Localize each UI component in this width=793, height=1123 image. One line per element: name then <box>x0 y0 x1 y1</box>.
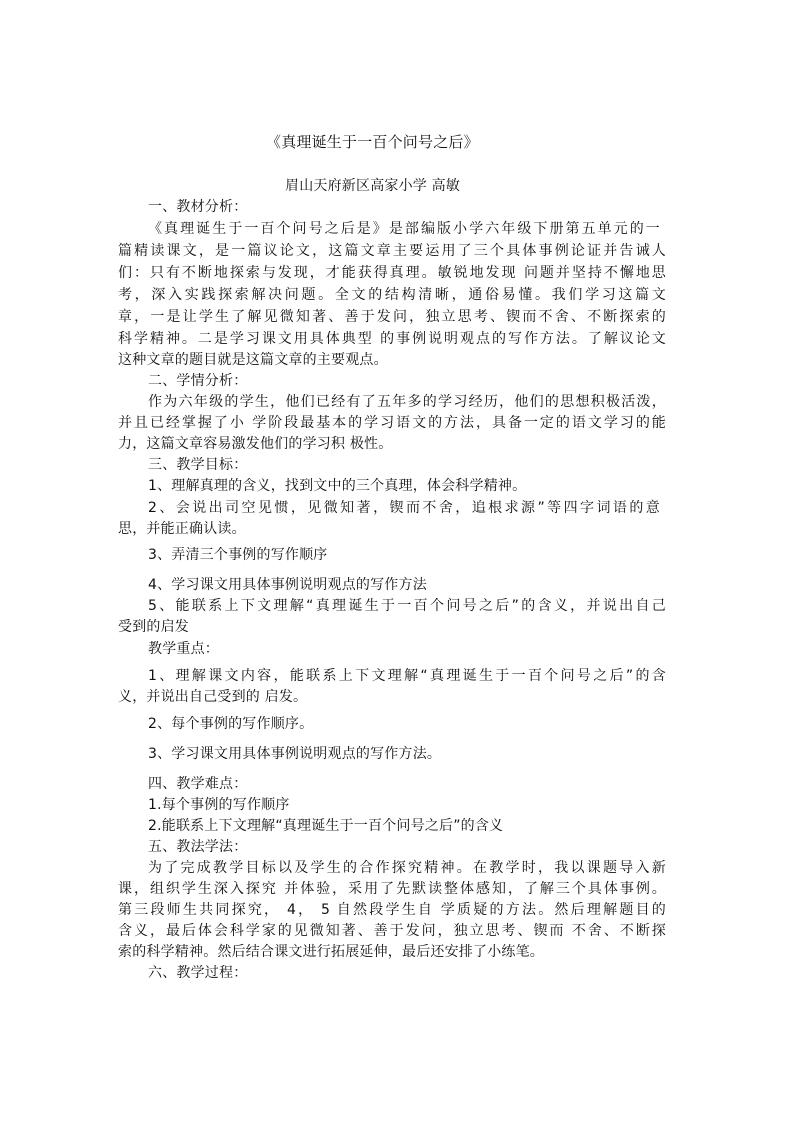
section-heading: 五、教法学法： <box>148 839 248 855</box>
paragraph-line: 索的科学精神。然后结合课文进行拓展延伸，最后还安排了小练笔。 <box>118 944 544 960</box>
paragraph-line: 第三段师生共同探究， 4， 5 自然段学生自 学质疑的方法。然后理解题目的 <box>118 902 666 918</box>
list-item: 1.每个事例的写作顺序 <box>148 797 290 813</box>
list-item: 3、学习课文用具体事例说明观点的写作方法。 <box>148 746 442 762</box>
paragraph-line: 含义，最后体会科学家的见微知著、善于发问，独立思考、锲而 不舍、不断探 <box>118 923 666 939</box>
paragraph-line: 作为六年级的学生，他们已经有了五年多的学习经历，他们的思想积极活泼， <box>148 394 666 410</box>
paragraph-line: 们：只有不断地探索与发现，才能获得真理。敏锐地发现 问题并坚持不懈地思 <box>118 265 666 281</box>
section-heading: 六、教学过程： <box>148 965 248 981</box>
list-item: 1、理解真理的含义，找到文中的三个真理，体会科学精神。 <box>148 478 527 494</box>
paragraph-line: 为了完成教学目标以及学生的合作探究精神。在教学时，我以课题导入新 <box>148 860 666 876</box>
paragraph-line: 章，一是让学生了解见微知著、善于发问，独立思考、锲而不舍、不断探索的 <box>118 309 666 325</box>
section-heading: 一、教材分析： <box>148 199 248 215</box>
list-item: 2、每个事例的写作顺序。 <box>148 716 314 732</box>
paragraph-line: 力，这篇文章容易激发他们的学习积 极性。 <box>118 436 393 452</box>
paragraph-line: 并且已经掌握了小 学阶段最基本的学习语文的方法，具备一定的语文学习的能 <box>118 415 666 431</box>
paragraph-line: 考，深入实践探索解决问题。全文的结构清晰，通俗易懂。我们学习这篇文 <box>118 287 666 303</box>
document-title: 《真理诞生于一百个问号之后》 <box>266 133 479 151</box>
paragraph-line: 课，组织学生深入探究 并体验，采用了先默读整体感知，了解三个具体事例。 <box>118 881 666 897</box>
paragraph-line: 篇精读课文，是一篇议论文，这篇文章主要运用了三个具体事例论证并告诫人 <box>118 243 666 259</box>
section-heading: 四、教学难点： <box>148 776 248 792</box>
list-item-continuation: 思，并能正确认读。 <box>118 521 246 537</box>
list-item: 3、弄清三个事例的写作顺序 <box>148 547 328 563</box>
list-item: 2.能联系上下文理解“真理诞生于一百个问号之后”的含义 <box>148 818 504 834</box>
list-item: 5、能联系上下文理解“真理诞生于一百个问号之后”的含义，并说出自己 <box>148 598 666 614</box>
author-line: 眉山天府新区高家小学 高敏 <box>285 178 461 194</box>
section-heading: 二、学情分析： <box>148 373 248 389</box>
paragraph-line: 科学精神。二是学习课文用具体典型 的事例说明观点的写作方法。了解议论文 <box>118 331 666 347</box>
list-item: 2、会说出司空见惯，见微知著，锲而不舍，追根求源”等四字词语的意 <box>148 500 660 516</box>
section-heading: 三、教学目标： <box>148 457 248 473</box>
list-item: 1、理解课文内容，能联系上下文理解“真理诞生于一百个问号之后”的含 <box>148 668 666 684</box>
paragraph-line: 这种文章的题目就是这篇文章的主要观点。 <box>118 352 388 368</box>
list-item: 4、学习课文用具体事例说明观点的写作方法 <box>148 577 427 593</box>
paragraph-line: 《真理诞生于一百个问号之后是》是部编版小学六年级下册第五单元的一 <box>148 221 660 237</box>
section-heading: 教学重点： <box>148 641 219 657</box>
list-item-continuation: 义，并说出自己受到的 启发。 <box>118 689 308 705</box>
list-item-continuation: 受到的启发 <box>118 619 189 635</box>
